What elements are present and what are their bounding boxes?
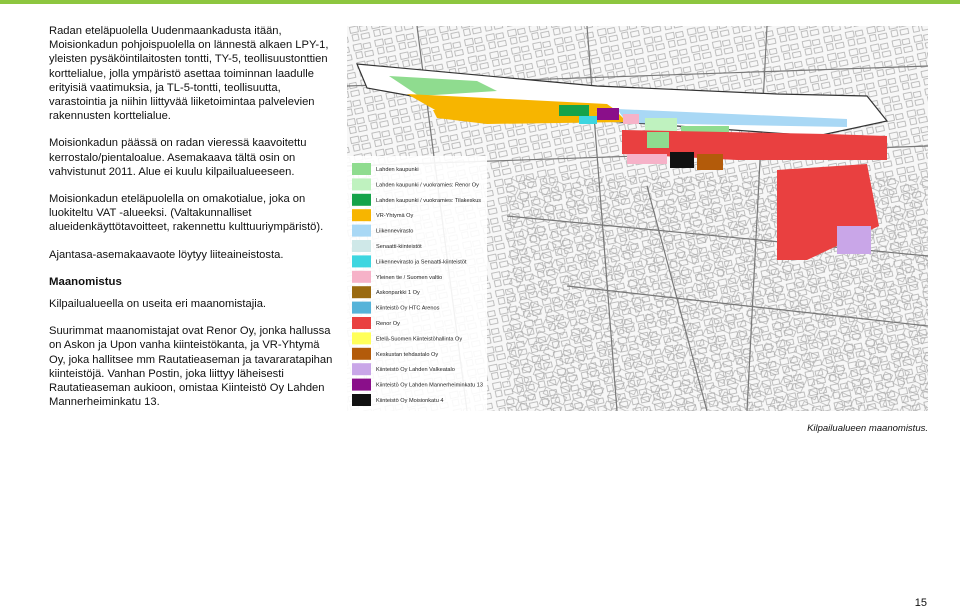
- legend-label: Askonparkki 1 Oy: [376, 290, 420, 297]
- legend-label: Etelä-Suomen Kiinteistöhallinta Oy: [376, 336, 463, 343]
- legend-label: Yleinen tie / Suomen valtio: [376, 274, 443, 281]
- body-text-column: [49, 24, 335, 422]
- map-caption: Kilpailualueen maanomistus.: [807, 423, 928, 434]
- legend-swatch: [352, 379, 371, 391]
- legend-label: Lahden kaupunki: [376, 167, 419, 173]
- legend-swatch: [352, 255, 371, 267]
- zone-tehdastalo: [697, 154, 723, 170]
- zone-yleinen-tie-2: [627, 154, 667, 164]
- map-figure: [347, 26, 928, 411]
- legend-swatch: [352, 163, 371, 175]
- legend-swatch: [352, 348, 371, 360]
- legend-label: Kiinteistö Oy Moisionkatu 4: [376, 398, 444, 404]
- zone-renor-vuokra: [645, 118, 677, 132]
- zone-tilakeskus: [559, 105, 589, 116]
- zone-yleinen-tie: [623, 114, 639, 124]
- legend-swatch: [352, 240, 371, 252]
- legend-swatch: [352, 302, 371, 314]
- section-heading-maanomistus: Maanomistus: [49, 275, 122, 288]
- paragraph-attachment-note: Ajantasa-asemakaavaote löytyy liiteaineistosta.: [49, 248, 284, 261]
- land-ownership-map: [347, 26, 928, 411]
- legend-swatch: [352, 209, 371, 221]
- paragraph-zoning-north: Radan eteläpuolella Uudenmaankadusta itään, Moisionkadun pohjoispuolella on lännestä alkaen LPY-1, yleisten pysäköintilaitosten tontti, TY-5, teollisuustonttien korttelialue, jolla ympäristö asettaa toiminnan laadulle erityisiä vaatimuksia, ja TL-5-tontti, teollisuutta, varastointia ja niihin liittyvää liiketoimintaa palvelevien rakennusten korttelialue.: [49, 25, 329, 123]
- zone-lahden-kaupunki-3: [647, 132, 669, 148]
- legend-label: Senaatti-kiinteistöt: [376, 244, 422, 250]
- legend-swatch: [352, 332, 371, 344]
- zone-valkeatalo: [837, 226, 871, 254]
- legend-swatch: [352, 286, 371, 298]
- legend-label: Liikennevirasto: [376, 228, 414, 235]
- legend-swatch: [352, 363, 371, 375]
- legend-label: Renor Oy: [376, 321, 400, 327]
- legend-swatch: [352, 178, 371, 190]
- map-legend: [347, 156, 487, 411]
- zone-mannerheiminkatu-13: [597, 108, 619, 120]
- legend-label: Lahden kaupunki / vuokramies: Tilakeskus: [376, 197, 482, 204]
- legend-label: VR-Yhtymä Oy: [376, 213, 414, 220]
- legend-swatch: [352, 271, 371, 283]
- legend-label: Kiinteistö Oy Lahden Valkeatalo: [376, 367, 455, 374]
- legend-swatch: [352, 225, 371, 237]
- legend-swatch: [352, 317, 371, 329]
- legend-label: Keskustan tehdastalo Oy: [376, 351, 439, 358]
- page-number: 15: [914, 597, 927, 609]
- paragraph-major-owners: Suurimmat maanomistajat ovat Renor Oy, jonka hallussa on Askon ja Upon vanha kiinteistökanta, ja VR-Yhtymä Oy, joka hallitsee mm Rautatieaseman ja tavararatapihan kiinteistöjä. Vanhan Postin, joka liittyy läheisesti Rautatieaseman aukioon, omistaa Kiinteistö Oy Lahden Mannerheiminkatu 13.: [49, 325, 333, 409]
- paragraph-residential-area: Moisionkadun päässä on radan vieressä kaavoitettu kerrostalo/pientaloalue. Asemakaava tältä osin on vahvistunut 2011. Alue ei kuulu kilpailualueeseen.: [49, 137, 307, 178]
- legend-label: Kiinteistö Oy Lahden Mannerheiminkatu 13: [376, 382, 483, 389]
- paragraph-owners-intro: Kilpailualueella on useita eri maanomistajia.: [49, 298, 267, 311]
- legend-label: Lahden kaupunki / vuokramies: Renor Oy: [376, 182, 479, 189]
- zone-liikennevirasto-senaatti: [579, 116, 597, 124]
- legend-label: Kiinteistö Oy HTC Arenos: [376, 305, 440, 312]
- paragraph-vat-area: Moisionkadun eteläpuolella on omakotialue, joka on luokiteltu VAT -alueeksi. (Valtakunnalliset alueidenkäyttötavoitteet, rakennettu kulttuuriympäristö).: [49, 193, 324, 234]
- legend-label: Liikennevirasto ja Senaatti-kiinteistöt: [376, 259, 467, 266]
- zone-moisionkatu-4: [670, 152, 694, 168]
- legend-swatch: [352, 394, 371, 406]
- top-accent-bar: [0, 0, 960, 4]
- legend-swatch: [352, 194, 371, 206]
